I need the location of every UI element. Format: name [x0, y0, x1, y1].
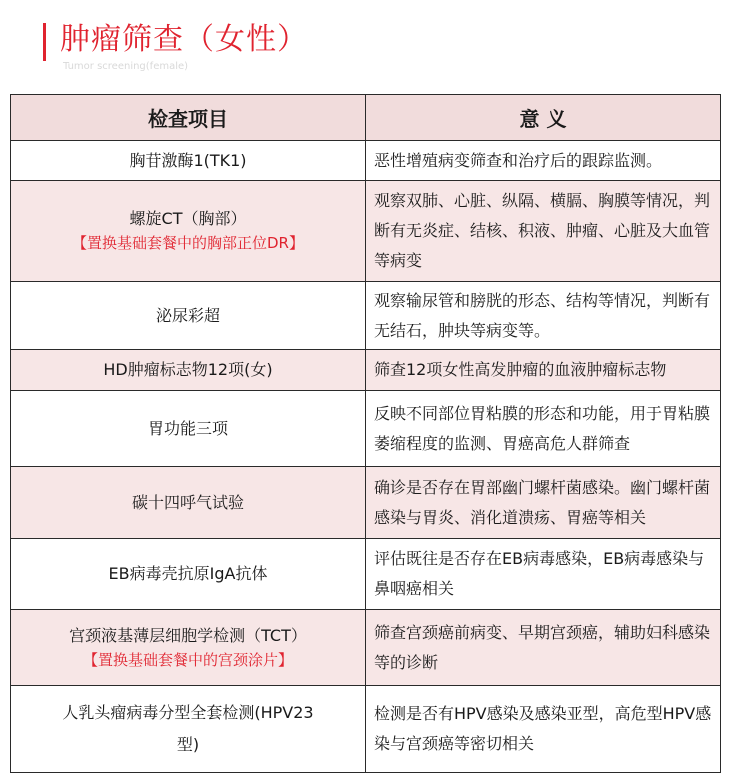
table-row: [11, 610, 721, 686]
table-row: [11, 467, 721, 539]
replacement-note: 【置换基础套餐中的宫颈涂片】: [82, 650, 293, 669]
meaning-cell: 筛查宫颈癌前病变、早期宫颈癌，辅助妇科感染等的诊断: [366, 610, 721, 686]
item-name: EB病毒壳抗原IgA抗体: [108, 564, 268, 583]
item-name: 人乳头瘤病毒分型全套检测(HPV23型): [62, 703, 314, 754]
table-row: [11, 539, 721, 610]
item-name: 泌尿彩超: [155, 305, 220, 325]
meaning-cell: 恶性增殖病变筛查和治疗后的跟踪监测。: [366, 141, 721, 181]
item-name: 宫颈液基薄层细胞学检测（TCT）: [69, 625, 307, 645]
col-header-meaning: 意 义: [366, 95, 721, 141]
item-name: 碳十四呼气试验: [131, 492, 244, 512]
meaning-cell: 观察输尿管和膀胱的形态、结构等情况，判断有无结石，肿块等病变等。: [366, 282, 721, 350]
meaning-cell: 评估既往是否存在EB病毒感染，EB病毒感染与鼻咽癌相关: [366, 539, 721, 610]
item-name: 胸苷激酶1(TK1): [129, 150, 247, 170]
item-cell: [11, 391, 366, 467]
table-row: [11, 391, 721, 467]
meaning-cell: 确诊是否存在胃部幽门螺杆菌感染。幽门螺杆菌感染与胃炎、消化道溃疡、胃癌等相关: [366, 467, 721, 539]
page-title: 肿瘤筛查（女性）: [60, 22, 308, 57]
header-accent-bar: [43, 23, 46, 61]
table-row: [11, 350, 721, 391]
table-header-row: [11, 95, 721, 141]
item-cell: [11, 539, 366, 610]
item-cell: [11, 610, 366, 686]
item-cell: [11, 686, 366, 773]
meaning-cell: 检测是否有HPV感染及感染亚型，高危型HPV感染与宫颈癌等密切相关: [366, 686, 721, 773]
col-header-item: 检查项目: [11, 95, 366, 141]
table-row: [11, 141, 721, 181]
item-name: 螺旋CT（胸部）: [129, 209, 247, 228]
meaning-cell: 反映不同部位胃粘膜的形态和功能，用于胃粘膜萎缩程度的监测、胃癌高危人群筛查: [366, 391, 721, 467]
item-cell: [11, 141, 366, 181]
table-row: [11, 282, 721, 350]
meaning-cell: 筛查12项女性高发肿瘤的血液肿瘤标志物: [366, 350, 721, 391]
item-cell: [11, 282, 366, 350]
table-row: [11, 686, 721, 773]
replacement-note: 【置换基础套餐中的胸部正位DR】: [72, 234, 304, 252]
page-subtitle: Tumor screening(female): [63, 61, 189, 72]
screening-table: [10, 94, 721, 773]
item-cell: [11, 467, 366, 539]
item-name: HD肿瘤标志物12项(女): [103, 360, 273, 379]
table-row: [11, 181, 721, 282]
item-cell: [11, 350, 366, 391]
item-cell: [11, 181, 366, 282]
meaning-cell: 观察双肺、心脏、纵隔、横膈、胸膜等情况，判断有无炎症、结核、积液、肿瘤、心脏及大血管等病变: [366, 181, 721, 282]
item-name: 胃功能三项: [147, 418, 228, 438]
